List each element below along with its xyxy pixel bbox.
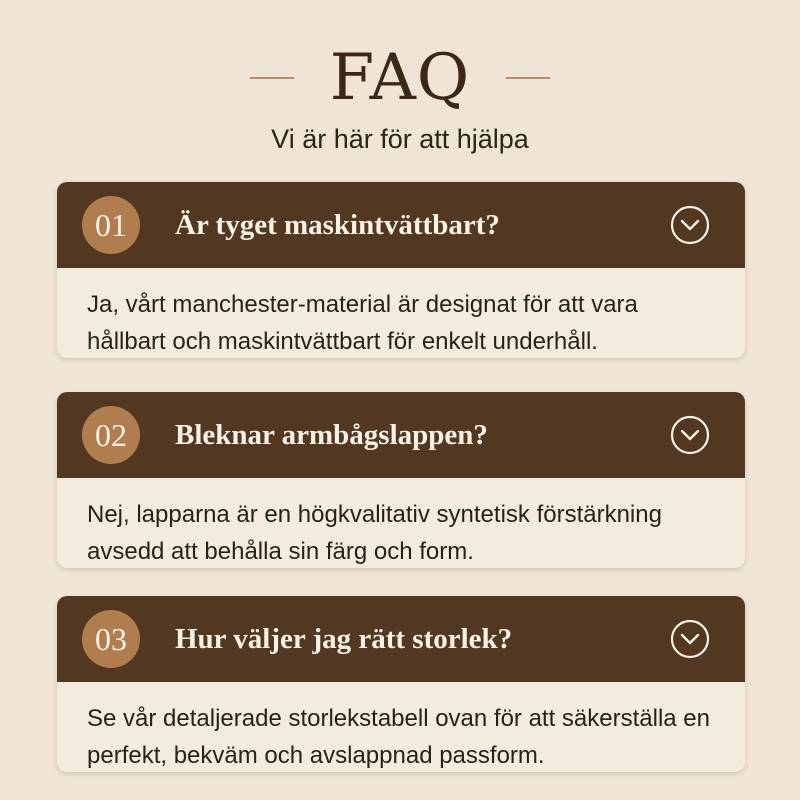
faq-item-3 <box>57 596 745 772</box>
faq-item-2 <box>57 392 745 568</box>
decorative-line-left <box>250 77 294 79</box>
faq-question-bar[interactable] <box>57 392 745 478</box>
faq-number-badge: 02 <box>82 406 140 464</box>
faq-answer: Nej, lapparna är en högkvalitativ syntetisk förstärkning avsedd att behålla sin färg och form. <box>87 501 662 565</box>
faq-header <box>0 38 800 118</box>
page-title: FAQ <box>329 41 471 115</box>
faq-answer: Se vår detaljerade storlekstabell ovan för att säkerställa en perfekt, bekväm och avslappnad passform. <box>87 705 711 769</box>
faq-number-badge: 03 <box>82 610 140 668</box>
chevron-down-circle-icon[interactable] <box>670 415 710 455</box>
chevron-down-circle-icon[interactable] <box>670 619 710 659</box>
faq-answer: Ja, vårt manchester-material är designat för att vara hållbart och maskintvättbart för enkelt underhåll. <box>87 291 638 355</box>
faq-question: Hur väljer jag rätt storlek? <box>175 622 513 655</box>
faq-item-1 <box>57 182 745 358</box>
faq-number-badge: 01 <box>82 196 140 254</box>
faq-question-bar[interactable] <box>57 596 745 682</box>
page-subtitle: Vi är här för att hjälpa <box>271 124 529 154</box>
chevron-down-circle-icon[interactable] <box>670 205 710 245</box>
faq-question-bar[interactable] <box>57 182 745 268</box>
decorative-line-right <box>506 77 550 79</box>
faq-question: Är tyget maskintvättbart? <box>175 208 500 241</box>
faq-question: Bleknar armbågslappen? <box>175 418 488 451</box>
